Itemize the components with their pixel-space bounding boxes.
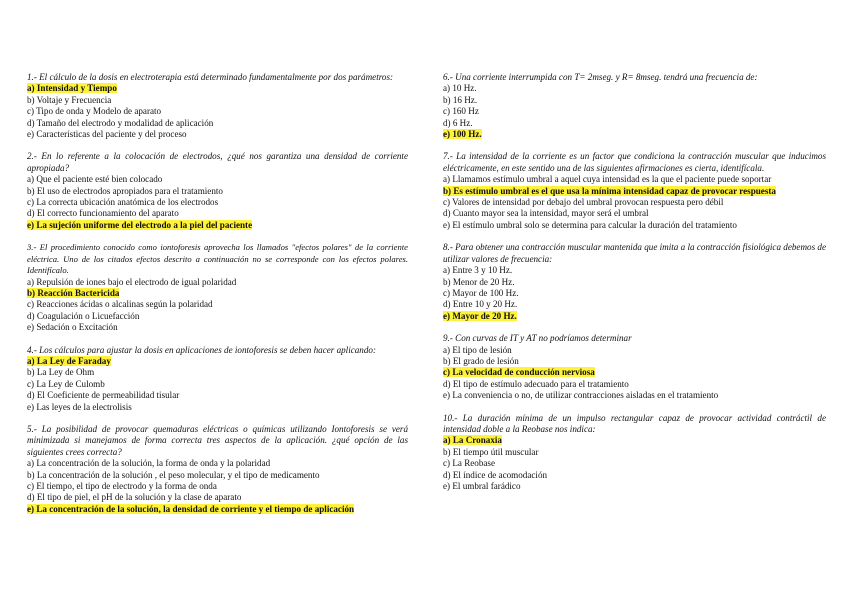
question-9-option-b: b) El grado de lesión — [443, 355, 519, 366]
question-2 — [27, 151, 408, 231]
question-7-option-a: a) Llamamos estímulo umbral a aquel cuya intensidad es la que el paciente puede soportar — [443, 174, 772, 185]
question-3-option-e: e) Sedación o Excitación — [27, 322, 118, 333]
question-10-stem: 10.- La duración mínima de un impulso rectangular capaz de provocar actividad contráctil de intensidad doble a la Reobase nos indica: — [443, 412, 826, 434]
question-7-option-d: d) Cuanto mayor sea la intensidad, mayor será el umbral — [443, 208, 649, 219]
question-9-option-e: e) La conveniencia o no, de utilizar contracciones aisladas en el tratamiento — [443, 390, 719, 401]
question-9 — [443, 333, 826, 401]
question-3-option-b: b) Reacción Bactericida — [27, 287, 120, 298]
question-1-option-a: a) Intensidad y Tiempo — [27, 83, 117, 94]
question-8-option-d: d) Entre 10 y 20 Hz. — [443, 299, 518, 310]
question-6-option-c: c) 160 Hz — [443, 106, 479, 117]
question-1-option-b: b) Voltaje y Frecuencia — [27, 94, 112, 105]
question-7-option-e: e) El estímulo umbral solo se determina para calcular la duración del tratamiento — [443, 219, 737, 230]
question-10-option-c: c) La Reobase — [443, 458, 496, 469]
question-10-option-d: d) El índice de acomodación — [443, 469, 548, 480]
question-8 — [443, 242, 826, 322]
question-1 — [27, 72, 408, 140]
question-3-option-d: d) Coagulación o Licuefacción — [27, 310, 140, 321]
question-4-option-b: b) La Ley de Ohm — [27, 367, 95, 378]
question-8-option-e: e) Mayor de 20 Hz. — [443, 310, 517, 321]
question-5-option-c: c) El tiempo, el tipo de electrodo y la forma de onda — [27, 481, 217, 491]
question-3-stem: 3.- El procedimiento conocido como iontoforesis aprovecha los llamados "efectos polares" de la corriente eléctrica. Uno de los citados efectos descrito a continuación no se corresponde con los efectos polares. Identifícalo. — [27, 242, 408, 276]
question-5-option-d: d) El tipo de piel, el pH de la solución y la clase de aparato — [27, 492, 242, 503]
question-9-stem: 9.- Con curvas de IT y AT no podríamos determinar — [443, 333, 632, 344]
question-2-option-c: c) La correcta ubicación anatómica de los electrodos — [27, 197, 219, 208]
question-4 — [27, 345, 408, 413]
question-3-option-a: a) Repulsión de iones bajo el electrodo de igual polaridad — [27, 276, 237, 287]
question-4-option-d: d) El Coeficiente de permeabilidad tisular — [27, 390, 180, 401]
question-9-option-d: d) El tipo de estímulo adecuado para el tratamiento — [443, 378, 629, 389]
question-6-option-a: a) 10 Hz. — [443, 83, 477, 94]
question-7-option-b: b) Es estímulo umbral es el que usa la mínima intensidad capaz de provocar respuesta — [443, 185, 776, 196]
question-2-option-e: e) La sujeción uniforme del electrodo a la piel del paciente — [27, 219, 253, 230]
question-1-stem: 1.- El cálculo de la dosis en electroterapia está determinado fundamentalmente por dos parámetros: — [27, 72, 394, 82]
question-8-option-a: a) Entre 3 y 10 Hz. — [443, 265, 513, 276]
left-column — [27, 72, 408, 526]
question-1-option-d: d) Tamaño del electrodo y modalidad de aplicación — [27, 117, 214, 128]
question-6-option-b: b) 16 Hz. — [443, 94, 478, 105]
question-3-option-c: c) Reacciones ácidas o alcalinas según la polaridad — [27, 299, 213, 310]
question-8-option-c: c) Mayor de 100 Hz. — [443, 287, 519, 298]
question-7-option-c: c) Valores de intensidad por debajo del umbral provocan respuesta pero débil — [443, 197, 724, 208]
question-6-option-e: e) 100 Hz. — [443, 129, 482, 140]
question-7 — [443, 151, 826, 231]
question-2-option-a: a) Que el paciente esté bien colocado — [27, 174, 163, 185]
question-8-stem: 8.- Para obtener una contracción muscular mantenida que imita a la contracción fisiológica debemos de utilizar valores de frecuencia: — [443, 242, 826, 264]
question-2-stem: 2.- En lo referente a la colocación de electrodos, ¿qué nos garantiza una densidad de corriente apropiada? — [27, 151, 408, 173]
question-3 — [27, 242, 408, 333]
question-2-option-b: b) El uso de electrodos apropiados para el tratamiento — [27, 185, 223, 196]
question-10 — [443, 413, 826, 493]
question-10-option-e: e) El umbral farádico — [443, 481, 521, 491]
question-6-option-d: d) 6 Hz. — [443, 117, 473, 128]
question-9-option-a: a) El tipo de lesión — [443, 344, 512, 355]
question-1-option-e: e) Características del paciente y del proceso — [27, 129, 187, 140]
question-5-stem: 5.- La posibilidad de provocar quemaduras eléctricas o químicas utilizando Iontoforesis se verá minimizada si manejamos de forma correcta tres aspectos de la aplicación. ¿qué opción de las siguientes crees correcta? — [27, 423, 408, 457]
question-5-option-a: a) La concentración de la solución, la forma de onda y la polaridad — [27, 458, 271, 469]
question-7-stem: 7.- La intensidad de la corriente es un factor que condiciona la contracción muscular que inducimos eléctricamente, en este sentido una de las siguientes afirmaciones es cierta, identifícala. — [443, 151, 826, 173]
right-column — [443, 72, 826, 503]
question-5-option-e: e) La concentración de la solución, la densidad de corriente y el tiempo de aplicación — [27, 503, 355, 514]
question-1-option-c: c) Tipo de onda y Modelo de aparato — [27, 106, 162, 117]
question-10-option-b: b) El tiempo útil muscular — [443, 446, 539, 457]
question-8-option-b: b) Menor de 20 Hz. — [443, 276, 515, 287]
question-5-option-b: b) La concentración de la solución , el peso molecular, y el tipo de medicamento — [27, 469, 320, 480]
question-5 — [27, 424, 408, 515]
question-9-option-c: c) La velocidad de conducción nerviosa — [443, 367, 595, 378]
question-4-option-a: a) La Ley de Faraday — [27, 355, 111, 366]
question-4-stem: 4.- Los cálculos para ajustar la dosis en aplicaciones de iontoforesis se deben hacer aplicando: — [27, 344, 376, 355]
question-4-option-c: c) La Ley de Culomb — [27, 378, 105, 389]
question-6 — [443, 72, 826, 140]
question-10-option-a: a) La Cronaxia — [443, 435, 502, 446]
question-4-option-e: e) Las leyes de la electrolisis — [27, 401, 132, 412]
question-6-stem: 6.- Una corriente interrumpida con T= 2mseg. y R= 8mseg. tendrá una frecuencia de: — [443, 72, 758, 82]
question-2-option-d: d) El correcto funcionamiento del aparato — [27, 208, 179, 219]
